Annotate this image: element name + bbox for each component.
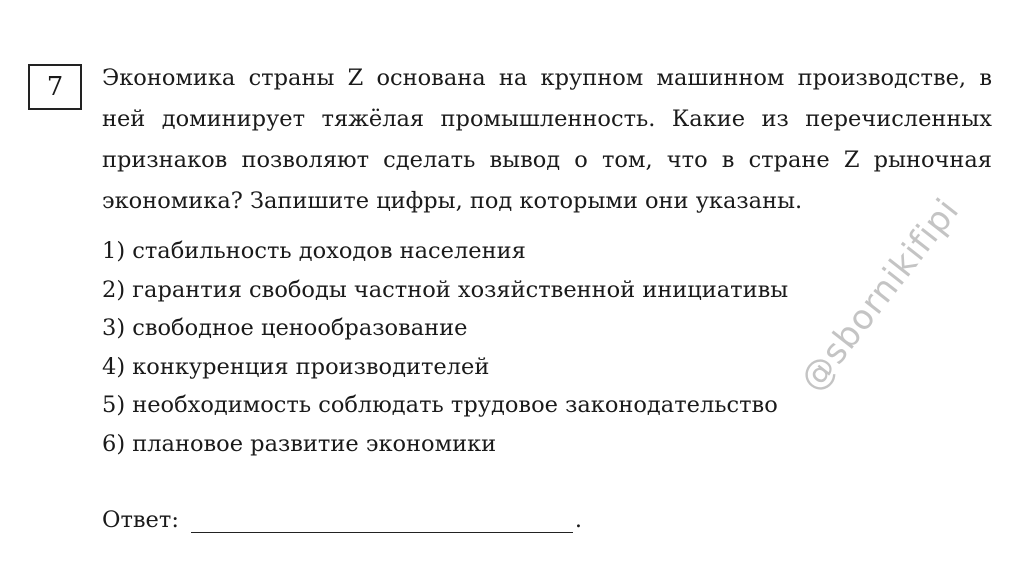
answer-row [102, 506, 582, 533]
option-4: 4) конкуренция производителей [102, 353, 490, 380]
answer-line[interactable] [191, 506, 573, 533]
option-6: 6) плановое развитие экономики [102, 430, 497, 457]
answer-label: Ответ: [102, 507, 179, 533]
task-number: 7 [46, 72, 64, 102]
option-5: 5) необходимость соблюдать трудовое законодательство [102, 392, 778, 418]
question-text: Экономика страны Z основана на крупном машинном производстве, в ней доминирует тяжёлая промышленность. Какие из перечисленных признаков позволяют сделать вывод о том, что в стране Z рыночная экономика? Запишите цифры, под которыми они указаны. [102, 65, 992, 214]
answer-end-dot: . [574, 507, 583, 533]
task-number-box [28, 64, 82, 110]
option-3: 3) свободное ценообразование [102, 315, 468, 341]
option-2: 2) гарантия свободы частной хозяйственной инициативы [102, 276, 789, 303]
option-1: 1) стабильность доходов населения [102, 238, 526, 264]
options-list [102, 232, 788, 463]
watermark: @sbornikifipi [792, 190, 968, 400]
